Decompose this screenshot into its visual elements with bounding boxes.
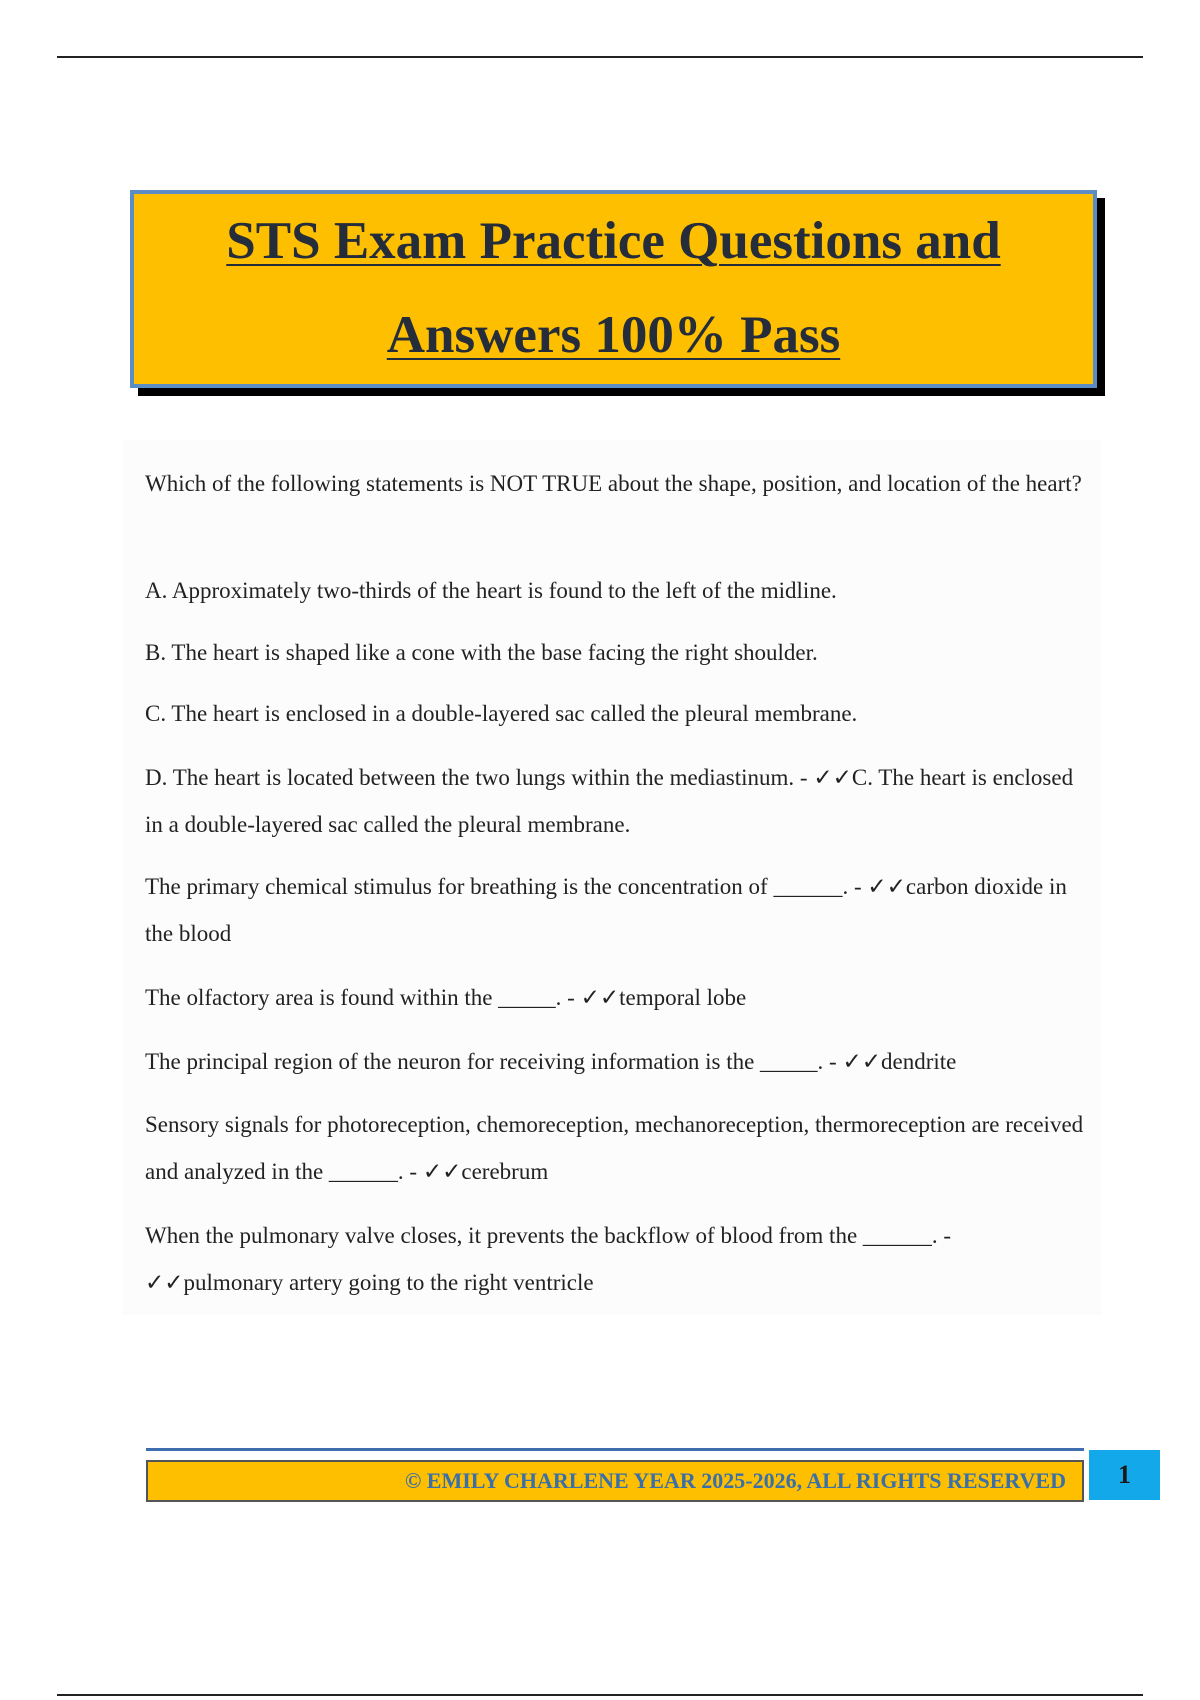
- question-olfactory: The olfactory area is found within the _____. - ✓✓temporal lobe: [145, 985, 747, 1010]
- question-stem-heart: Which of the following statements is NOT TRUE about the shape, position, and location of the heart?: [145, 471, 1082, 496]
- question-pulmonary-valve: When the pulmonary valve closes, it prevents the backflow of blood from the ______. - ✓✓pulmonary artery going to the right ventricle: [145, 1223, 952, 1295]
- option-c: C. The heart is enclosed in a double-layered sac called the pleural membrane.: [145, 701, 858, 726]
- option-a: A. Approximately two-thirds of the heart is found to the left of the midline.: [145, 578, 837, 603]
- question-breathing: The primary chemical stimulus for breathing is the concentration of ______. - ✓✓carbon dioxide in the blood: [145, 874, 1067, 946]
- question-sensory: Sensory signals for photoreception, chemoreception, mechanoreception, thermoreception are received and analyzed in the ______. - ✓✓cerebrum: [145, 1112, 1084, 1184]
- top-rule: [57, 56, 1143, 58]
- title-line-1: STS Exam Practice Questions and: [226, 212, 1001, 270]
- bottom-rule: [57, 1694, 1143, 1696]
- option-d-answer: D. The heart is located between the two lungs within the mediastinum. - ✓✓C. The heart is enclosed in a double-layered sac called the pleural membrane.: [145, 765, 1074, 837]
- title-banner: [130, 190, 1097, 388]
- title-line-2: Answers 100% Pass: [386, 306, 841, 364]
- footer-rule: [146, 1448, 1084, 1451]
- page-number-badge: 1: [1089, 1450, 1160, 1500]
- question-neuron: The principal region of the neuron for receiving information is the _____. - ✓✓dendrite: [145, 1049, 957, 1074]
- option-b: B. The heart is shaped like a cone with the base facing the right shoulder.: [145, 640, 818, 665]
- footer-copyright: © EMILY CHARLENE YEAR 2025-2026, ALL RIGHTS RESERVED: [146, 1460, 1084, 1502]
